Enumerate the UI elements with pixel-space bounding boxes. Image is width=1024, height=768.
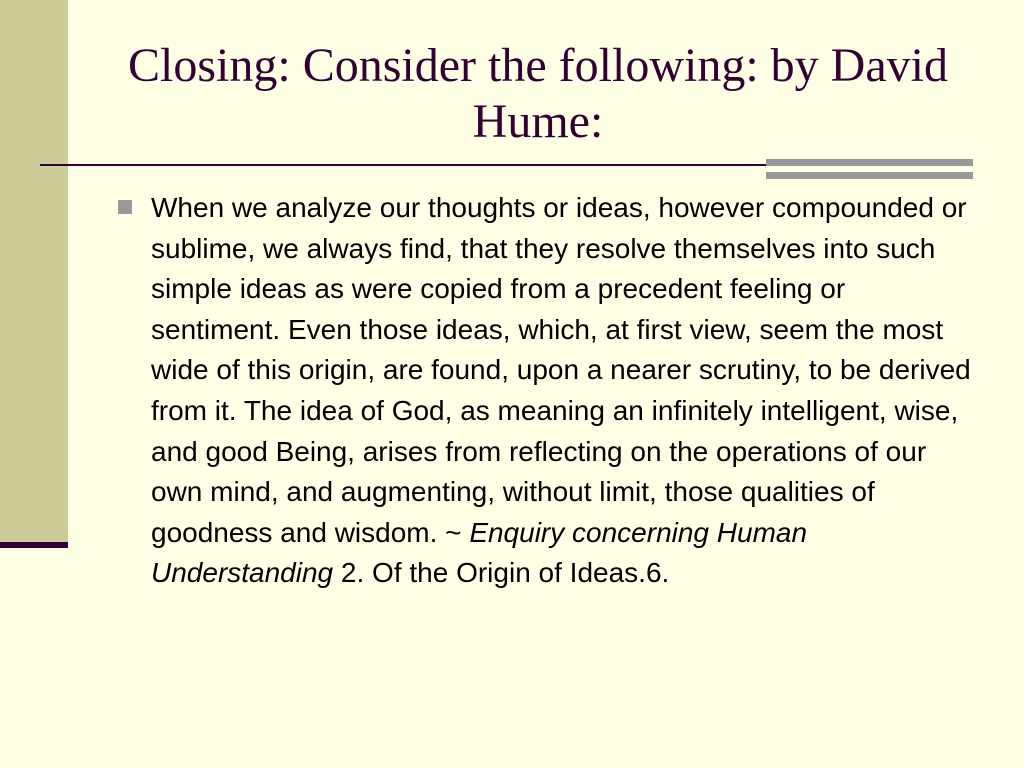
title-divider-accent-upper (766, 159, 973, 166)
bullet-list (116, 188, 976, 594)
left-sidebar-accent-line (0, 542, 68, 548)
citation-title: Enquiry concerning Human Understanding (151, 516, 808, 589)
citation-reference: 2. Of the Origin of Ideas.6. (333, 557, 670, 589)
title-divider-accent-lower (766, 172, 973, 179)
title-divider-line (40, 164, 766, 166)
bullet-text: When we analyze our thoughts or ideas, however compounded or sublime, we always find, that they resolve themselves into such simple ideas as were copied from a precedent feeling or sentiment. Even those ideas, which, at first view, seem the most wide of this origin, are found, upon a nearer scrutiny, to be derived from it. The idea of God, as meaning an infinitely intelligent, wise, and good Being, arises from reflecting on the operations of our own mind, and augmenting, without limit, those qualities of goodness and wisdom. ~ (151, 192, 971, 548)
square-bullet-icon (118, 200, 132, 214)
left-sidebar-bar (0, 0, 68, 545)
slide-title: Closing: Consider the following: by David Hume: (128, 39, 948, 148)
bullet-item (116, 188, 976, 594)
